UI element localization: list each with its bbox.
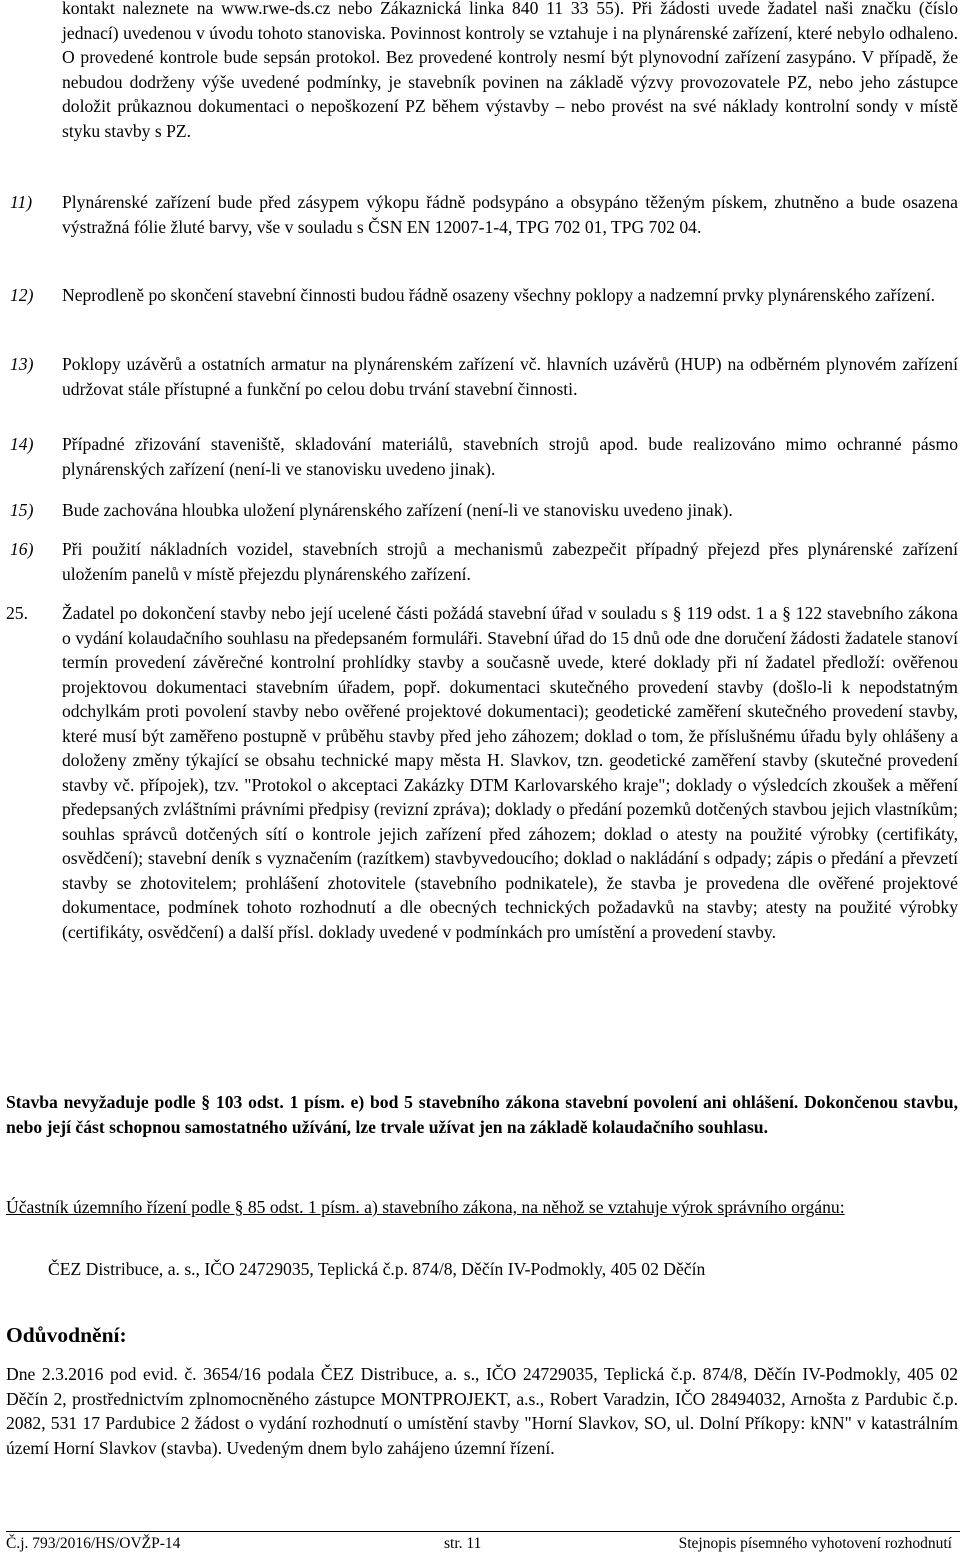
reasoning-text: Dne 2.3.2016 pod evid. č. 3654/16 podala ČEZ Distribuce, a. s., IČO 24729035, Teplická č.p. 874/8, Děčín IV-Podmokly, 405 02 Děčín 2, prostřednictvím zplnomocněného zástupce MONTPROJEKT, a.s., Robert Varadzin, IČO 28494032, Arnošta z Pardubic č.p. 2082, 531 17 Pardubice 2 žádost o vydání rozhodnutí o umístění stavby "Horní Slavkov, SO, ul. Dolní Příkopy: kNN" v katastrálním území Horní Slavkov (stavba). Uvedeným dnem bylo zahájeno územní řízení. <box>6 1364 958 1458</box>
item-text: Případné zřizování staveniště, skladování materiálů, stavebních strojů apod. bude realizováno mimo ochranné pásmo plynárenských zařízení (není-li ve stanovisku uvedeno jinak). <box>62 434 958 479</box>
footer-divider <box>6 1531 960 1532</box>
list-item <box>10 537 958 586</box>
participant: ČEZ Distribuce, a. s., IČO 24729035, Teplická č.p. 874/8, Děčín IV-Podmokly, 405 02 Děčín <box>48 1259 706 1279</box>
footer-page-number: str. 11 <box>444 1535 482 1552</box>
condition-item-25 <box>6 601 958 944</box>
item-number: 13) <box>10 354 34 374</box>
item-number: 14) <box>10 434 34 454</box>
list-item <box>10 352 958 401</box>
continuation-text: kontakt naleznete na www.rwe-ds.cz nebo Zákaznická linka 840 11 33 55). Při žádosti uvede žadatel naši značku (číslo jednací) uvedenou v úvodu tohoto stanoviska. Povinnost kontroly se vztahuje i na plynárenské zařízení, které nebylo odhaleno. O provedené kontrole bude sepsán protokol. Bez provedené kontroly nesmí být plynovodní zařízení zasypáno. V případě, že nebudou dodrženy výše uvedené podmínky, je stavebník povinen na základě výzvy provozovatele PZ, nebo jeho zástupce doložit průkaznou dokumentaci o nepoškození PZ během výstavby – nebo provést na své náklady kontrolní sondy v místě styku stavby s PZ. <box>62 0 958 141</box>
participants-heading <box>6 1195 958 1220</box>
reasoning-heading: Odůvodnění: <box>6 1323 127 1347</box>
bold-statement <box>6 1090 958 1139</box>
list-item <box>10 190 958 239</box>
item-number: 16) <box>10 539 34 559</box>
bold-statement-text: Stavba nevyžaduje podle § 103 odst. 1 písm. e) bod 5 stavebního zákona stavební povolení ani ohlášení. Dokončenou stavbu, nebo její část schopnou samostatného užívání, lze trvale užívat jen na základě kolaudačního souhlasu. <box>6 1092 958 1137</box>
participants-heading-text: Účastník územního řízení podle § 85 odst. 1 písm. a) stavebního zákona, na něhož se vztahuje výrok správního orgánu: <box>6 1197 845 1217</box>
list-item <box>10 498 958 523</box>
item-text: Poklopy uzávěrů a ostatních armatur na plynárenském zařízení vč. hlavních uzávěrů (HUP) na odběrném plynovém zařízení udržovat stále přístupné a funkční po celou dobu trvání stavební činnosti. <box>62 354 958 399</box>
item-number: 12) <box>10 285 34 305</box>
continuation-paragraph <box>62 0 958 143</box>
item-number: 25. <box>6 603 28 623</box>
reasoning-paragraph <box>6 1362 958 1460</box>
item-text: Žadatel po dokončení stavby nebo její ucelené části požádá stavební úřad v souladu s § 119 odst. 1 a § 122 stavebního zákona o vydání kolaudačního souhlasu na předepsaném formuláři. Stavební úřad do 15 dnů ode dne doručení žádosti žadatele stanoví termín provedení závěrečné kontrolní prohlídky stavby a současně uvede, které doklady při ní žadatel předloží: ověřenou projektovou dokumentaci stavebním úřadem, popř. dokumentaci skutečného provedení stavby (došlo-li k nepodstatným odchylkám proti povolení stavby nebo ověřené projektové dokumentaci); geodetické zaměření skutečného provedení stavby, které musí být zaměřeno postupně v průběhu stavby před jeho záhozem; doklad o tom, že příslušnému úřadu byly ohlášeny a doloženy změny týkající se obsahu technické mapy města H. Slavkov, tzn. geodetické zaměření stavby (skutečné provedení stavby vč. přípojek), tzv. "Protokol o akceptaci Zakázky DTM Karlovarského kraje"; doklady o výsledcích zkoušek a měření předepsaných zvláštními právními předpisy (revizní zpráva); doklady o předání pozemků dotčených stavbou jejich vlastníkům; souhlas správců dotčených sítí o kontrole jejich zařízení před záhozem; doklad o atesty na použité výrobky (certifikáty, osvědčení); stavební deník s vyznačením (razítkem) stavbyvedoucího; doklad o nakládání s odpady; zápis o předání a převzetí stavby se zhotovitelem; prohlášení zhotovitele (stavebního podnikatele), že stavba je provedena dle ověřené projektové dokumentace, podmínek tohoto rozhodnutí a dle obecných technických požadavků na stavby; atesty na použité výrobky (certifikáty, osvědčení) a další přísl. doklady uvedené v podmínkách pro umístění a provedení stavby. <box>62 603 958 942</box>
item-text: Při použití nákladních vozidel, stavebních strojů a mechanismů zabezpečit případný přejezd přes plynárenské zařízení uložením panelů v místě přejezdu plynárenského zařízení. <box>62 539 958 584</box>
item-text: Neprodleně po skončení stavební činnosti budou řádně osazeny všechny poklopy a nadzemní prvky plynárenského zařízení. <box>62 285 936 305</box>
item-text: Plynárenské zařízení bude před zásypem výkopu řádně podsypáno a obsypáno těženým pískem, zhutněno a bude osazena výstražná fólie žluté barvy, vše v souladu s ČSN EN 12007-1-4, TPG 702 01, TPG 702 04. <box>62 192 958 237</box>
footer-note: Stejnopis písemného vyhotovení rozhodnutí <box>678 1535 952 1552</box>
list-item <box>10 432 958 481</box>
footer-reference: Č.j. 793/2016/HS/OVŽP-14 <box>6 1535 181 1552</box>
item-number: 15) <box>10 500 34 520</box>
item-text: Bude zachována hloubka uložení plynárenského zařízení (není-li ve stanovisku uvedeno jinak). <box>62 500 733 520</box>
list-item <box>10 283 958 308</box>
item-number: 11) <box>10 192 33 212</box>
page-footer <box>6 1534 958 1554</box>
